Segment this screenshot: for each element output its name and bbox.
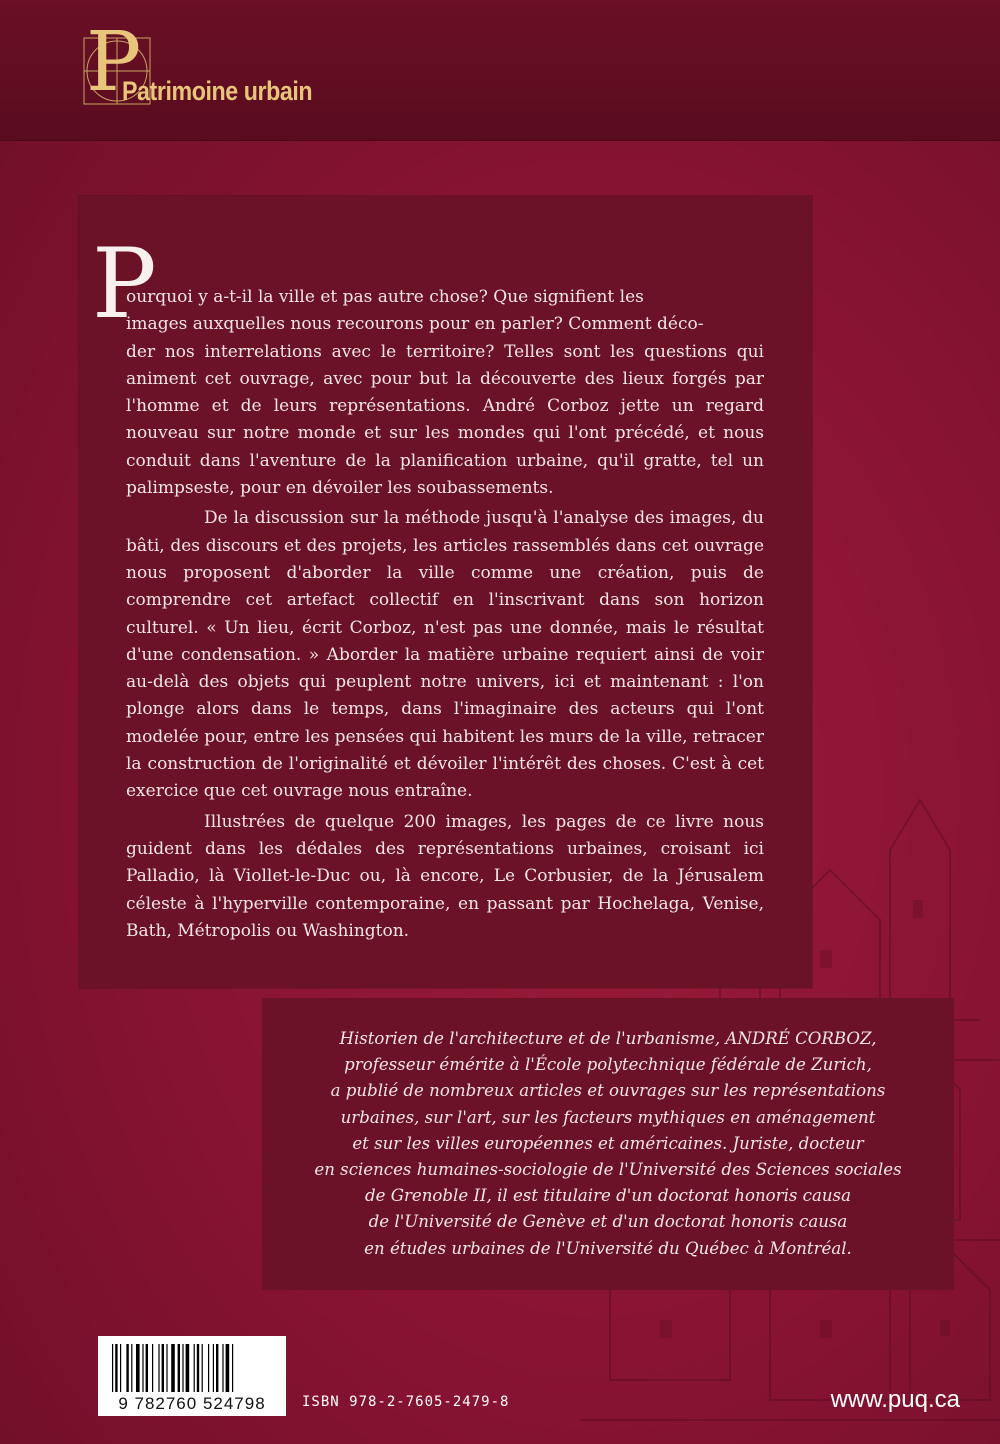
bio-line: et sur les villes européennes et américaines. Juriste, docteur bbox=[352, 1133, 864, 1153]
bio-line: en études urbaines de l'Université du Québec à Montréal. bbox=[364, 1238, 852, 1258]
second-line: images auxquelles nous recourons pour en parler? Comment déco- bbox=[126, 314, 704, 335]
paragraph-1-rest: der nos interrelations avec le territoire? Telles sont les questions qui animent cet ouvrage, avec pour but la découverte des lieux forgés par l'homme et de leurs représentations. André Corboz jette un regard nouveau sur notre monde et sur les mondes qui l'ont précédé, et nous conduit dans l'aventure de la planification urbaine, qu'il gratte, tel un palimpseste, pour en dévoiler les soubassements. bbox=[126, 341, 764, 499]
series-title: Patrimoine urbain bbox=[122, 76, 313, 106]
header-band bbox=[0, 0, 1000, 141]
first-line: ourquoi y a-t-il la ville et pas autre chose? Que signifient les bbox=[126, 287, 644, 307]
barcode-bars-icon bbox=[112, 1344, 274, 1392]
bio-line: Historien de l'architecture et de l'urbanisme, ANDRÉ CORBOZ, bbox=[339, 1029, 877, 1048]
bio-line: professeur émérite à l'École polytechnique fédérale de Zurich, bbox=[344, 1055, 872, 1075]
barcode bbox=[98, 1336, 286, 1416]
drop-cap: P bbox=[92, 228, 157, 340]
logo-letter-icon: P bbox=[86, 15, 142, 110]
isbn: ISBN 978-2-7605-2479-8 bbox=[302, 1394, 510, 1410]
author-bio bbox=[262, 1026, 954, 1262]
paragraph-1 bbox=[126, 284, 764, 502]
bio-line: a publié de nombreux articles et ouvrages sur les représentations bbox=[330, 1081, 886, 1101]
bio-line: urbaines, sur l'art, sur les facteurs mythiques en aménagement bbox=[340, 1107, 876, 1127]
series-logo bbox=[80, 15, 340, 114]
bio-line: en sciences humaines-sociologie de l'Université des Sciences sociales bbox=[314, 1160, 902, 1180]
barcode-digits: 9 782760 524798 bbox=[118, 1394, 266, 1413]
description-text bbox=[126, 284, 764, 945]
paragraph-3: Illustrées de quelque 200 images, les pages de ce livre nous guident dans les dédales des représentations urbaines, croisant ici Palladio, là Viollet-le-Duc ou, là encore, Le Corbusier, de la Jérusalem céleste à l'hyperville contemporaine, en passant par Hochelaga, Venise, Bath, Métropolis ou Washington. bbox=[126, 811, 764, 941]
publisher-url[interactable]: www.puq.ca bbox=[830, 1386, 960, 1413]
bio-line: de l'Université de Genève et d'un doctorat honoris causa bbox=[368, 1212, 848, 1232]
paragraph-2: De la discussion sur la méthode jusqu'à l'analyse des images, du bâti, des discours et des projets, les articles rassemblés dans cet ouvrage nous proposent d'aborder la ville comme une création, puis de comprendre cet artefact collectif en l'inscrivant dans son horizon culturel. « Un lieu, écrit Corboz, n'est pas une donnée, mais le résultat d'une condensation. » Aborder la matière urbaine requiert ainsi de voir au-delà des objets qui peuplent notre univers, ici et maintenant : l'on plonge alors dans le temps, dans l'imaginaire des acteurs qui l'ont modelée pour, entre les pensées qui habitent les murs de la ville, retracer la construction de l'originalité et dévoiler l'intérêt des choses. C'est à cet exercice que cet ouvrage nous entraîne. bbox=[126, 508, 764, 802]
bio-line: de Grenoble II, il est titulaire d'un doctorat honoris causa bbox=[365, 1186, 851, 1206]
